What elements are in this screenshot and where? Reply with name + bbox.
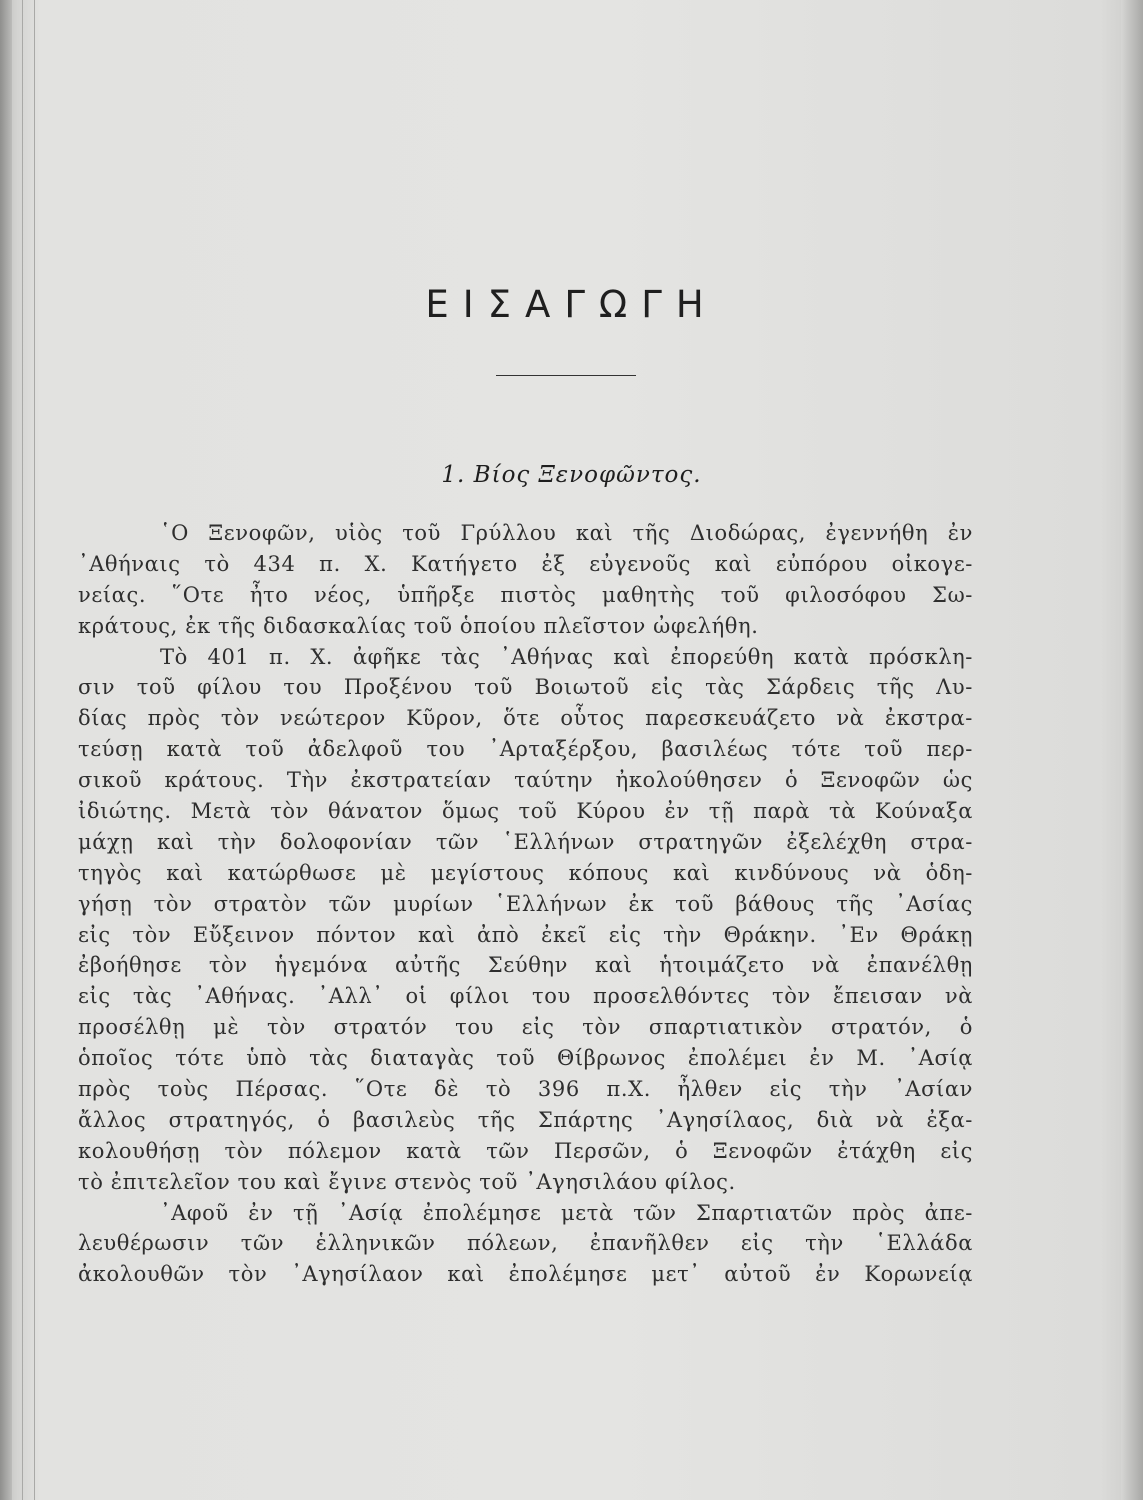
text-line: ἐβοήθησε τὸν ἡγεμόνα αὐτῆς Σεύθην καὶ ἡτοιμάζετο νὰ ἐπανέλθῃ: [78, 953, 973, 978]
text-line: εἰς τὰς ᾿Αθήνας. ᾿Αλλ᾿ οἱ φίλοι του προσελθόντες τὸν ἔπεισαν νὰ: [78, 984, 973, 1009]
text-line: ἄλλος στρατηγός, ὁ βασιλεὺς τῆς Σπάρτης ᾿Αγησίλαος, διὰ νὰ ἐξα-: [78, 1107, 973, 1132]
text-line: τηγὸς καὶ κατώρθωσε μὲ μεγίστους κόπους καὶ κινδύνους νὰ ὁδη-: [78, 860, 973, 885]
text-line: δίας πρὸς τὸν νεώτερον Κῦρον, ὅτε οὗτος παρεσκευάζετο νὰ ἐκστρα-: [78, 706, 973, 731]
text-line: ἰδιώτης. Μετὰ τὸν θάνατον ὅμως τοῦ Κύρου ἐν τῇ παρὰ τὰ Κούναξα: [78, 799, 973, 824]
text-line: Τὸ 401 π. Χ. ἀφῆκε τὰς ᾿Αθήνας καὶ ἐπορεύθη κατὰ πρόσκλη-: [160, 644, 973, 669]
text-line: ὁποῖος τότε ὑπὸ τὰς διαταγὰς τοῦ Θίβρωνος ἐπολέμει ἐν Μ. ᾿Ασίᾳ: [78, 1046, 973, 1071]
text-line: ῾Ο Ξενοφῶν, υἱὸς τοῦ Γρύλλου καὶ τῆς Διοδώρας, ἐγεννήθη ἐν: [160, 521, 973, 545]
text-line: πρὸς τοὺς Πέρσας. ῞Οτε δὲ τὸ 396 π.Χ. ἦλθεν εἰς τὴν ᾿Ασίαν: [78, 1077, 973, 1102]
page-edge-line: [34, 0, 35, 1500]
text-line: προσέλθῃ μὲ τὸν στρατόν του εἰς τὸν σπαρτιατικὸν στρατόν, ὁ: [78, 1015, 973, 1040]
text-line: μάχῃ καὶ τὴν δολοφονίαν τῶν ῾Ελλήνων στρατηγῶν ἐξελέχθη στρα-: [78, 829, 973, 854]
text-line: ᾿Αφοῦ ἐν τῇ ᾿Ασίᾳ ἐπολέμησε μετὰ τῶν Σπαρτιατῶν πρὸς ἀπε-: [160, 1200, 973, 1225]
page-title: ΕΙΣΑΓΩΓΗ: [425, 283, 718, 326]
page-edge-line: [22, 0, 23, 1500]
text-line: ᾿Αθήναις τὸ 434 π. Χ. Κατήγετο ἐξ εὐγενοῦς καὶ εὐπόρου οἰκογε-: [78, 551, 973, 576]
text-line: νείας. ῞Οτε ἦτο νέος, ὑπῆρξε πιστὸς μαθητὴς τοῦ φιλοσόφου Σω-: [78, 582, 973, 607]
body-text: [78, 518, 973, 1290]
text-line: γήσῃ τὸν στρατὸν τῶν μυρίων ῾Ελλήνων ἐκ τοῦ βάθους τῆς ᾿Ασίας: [78, 891, 973, 916]
text-line: σιν τοῦ φίλου του Προξένου τοῦ Βοιωτοῦ εἰς τὰς Σάρδεις τῆς Λυ-: [78, 675, 973, 700]
page-left-edge: [0, 0, 12, 1500]
text-line: τεύσῃ κατὰ τοῦ ἀδελφοῦ του ᾿Αρταξέρξου, βασιλέως τότε τοῦ περ-: [78, 737, 973, 762]
text-line: σικοῦ κράτους. Τὴν ἐκστρατείαν ταύτην ἠκολούθησεν ὁ Ξενοφῶν ὡς: [78, 768, 973, 793]
section-heading: 1. Βίος Ξενοφῶντος.: [441, 462, 702, 488]
text-line: εἰς τὸν Εὔξεινον πόντον καὶ ἀπὸ ἐκεῖ εἰς τὴν Θράκην. ᾿Εν Θράκῃ: [78, 922, 973, 947]
title-divider: [496, 375, 636, 376]
text-line: τὸ ἐπιτελεῖον του καὶ ἔγινε στενὸς τοῦ ᾿Αγησιλάου φίλος.: [78, 1169, 736, 1194]
text-line: λευθέρωσιν τῶν ἑλληνικῶν πόλεων, ἐπανῆλθεν εἰς τὴν ῾Ελλάδα: [78, 1231, 973, 1256]
text-line: ἀκολουθῶν τὸν ᾿Αγησίλαον καὶ ἐπολέμησε μετ᾿ αὐτοῦ ἐν Κορωνείᾳ: [78, 1262, 973, 1287]
page-right-edge: [1121, 0, 1143, 1500]
text-line: κολουθήσῃ τὸν πόλεμον κατὰ τῶν Περσῶν, ὁ Ξενοφῶν ἐτάχθη εἰς: [78, 1138, 973, 1163]
text-line: κράτους, ἐκ τῆς διδασκαλίας τοῦ ὁποίου πλεῖστον ὠφελήθη.: [78, 613, 759, 638]
